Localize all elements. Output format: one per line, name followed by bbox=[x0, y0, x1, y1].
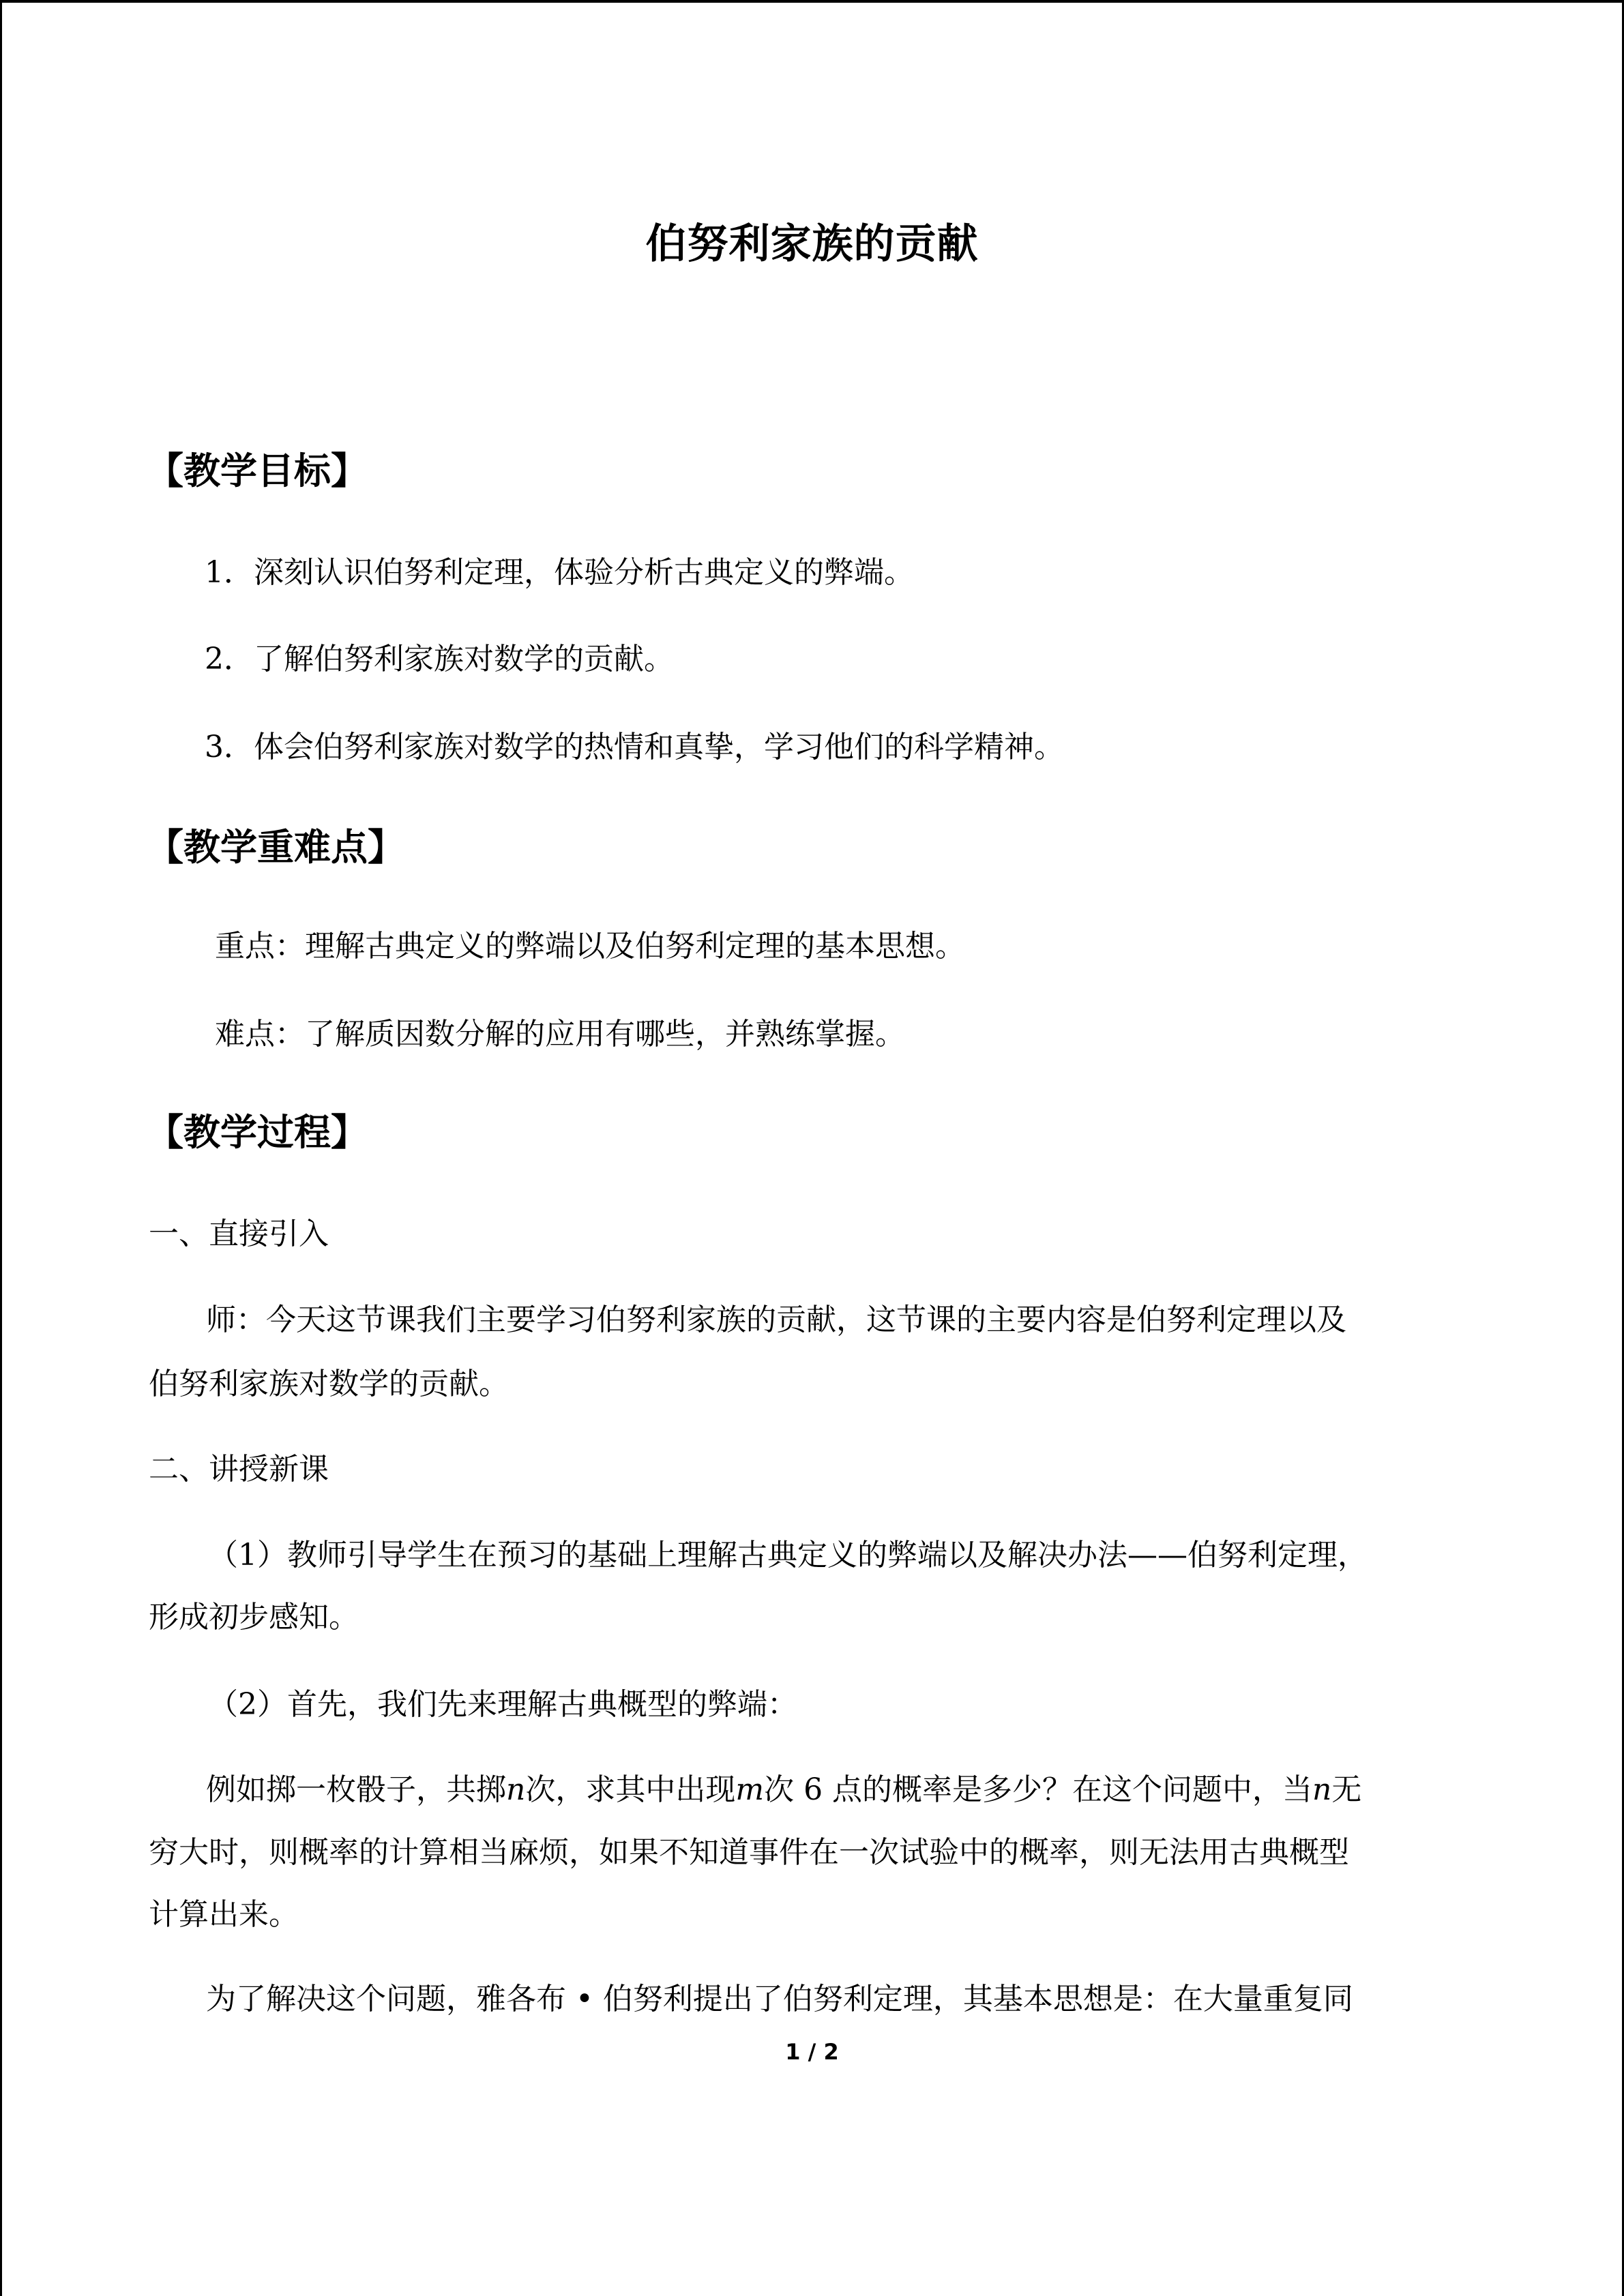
example-text-a: 例如掷一枚骰子，共掷 bbox=[206, 1772, 506, 1807]
example-line2: 穷大时，则概率的计算相当麻烦，如果不知道事件在一次试验中的概率，则无法用古典概型 bbox=[149, 1835, 1349, 1870]
page-title: 伯努利家族的贡献 bbox=[645, 220, 979, 268]
variable-n-second: n bbox=[1312, 1772, 1332, 1807]
example-line1 bbox=[206, 1772, 1362, 1807]
part1-paragraph-line2: 伯努利家族对数学的贡献。 bbox=[149, 1367, 509, 1401]
example-line3: 计算出来。 bbox=[149, 1897, 299, 1932]
variable-m: m bbox=[735, 1772, 765, 1807]
goals-heading: 【教学目标】 bbox=[147, 449, 368, 492]
variable-n: n bbox=[506, 1772, 526, 1807]
part2-title: 二、讲授新课 bbox=[149, 1452, 329, 1487]
goal-item-3: 3．体会伯努利家族对数学的热情和真挚，学习他们的科学精神。 bbox=[205, 730, 1064, 764]
example-text-b: 次，求其中出现 bbox=[525, 1772, 736, 1807]
example-text-d: 无 bbox=[1331, 1772, 1362, 1807]
goal-item-1: 1．深刻认识伯努利定理，体验分析古典定义的弊端。 bbox=[205, 555, 914, 590]
last-paragraph-line1: 为了解决这个问题，雅各布 • 伯努利提出了伯努利定理，其基本思想是：在大量重复同 bbox=[206, 1982, 1353, 2016]
step1-line2: 形成初步感知。 bbox=[149, 1600, 359, 1635]
process-heading: 【教学过程】 bbox=[147, 1111, 368, 1154]
step2-line1: （2）首先，我们先来理解古典概型的弊端： bbox=[208, 1687, 797, 1722]
focus-text: 重点：理解古典定义的弊端以及伯努利定理的基本思想。 bbox=[215, 929, 965, 964]
part1-title: 一、直接引入 bbox=[149, 1217, 329, 1251]
key-points-heading: 【教学重难点】 bbox=[147, 826, 404, 869]
example-text-c: 次 6 点的概率是多少？在这个问题中，当 bbox=[764, 1772, 1313, 1807]
difficulty-text: 难点：了解质因数分解的应用有哪些，并熟练掌握。 bbox=[215, 1017, 905, 1052]
goal-item-2: 2．了解伯努利家族对数学的贡献。 bbox=[205, 642, 674, 676]
page-number: 1 / 2 bbox=[785, 2039, 839, 2065]
part1-paragraph-line1: 师：今天这节课我们主要学习伯努利家族的贡献，这节课的主要内容是伯努利定理以及 bbox=[206, 1302, 1346, 1337]
step1-line1: （1）教师引导学生在预习的基础上理解古典定义的弊端以及解决办法——伯努利定理， bbox=[208, 1538, 1368, 1572]
